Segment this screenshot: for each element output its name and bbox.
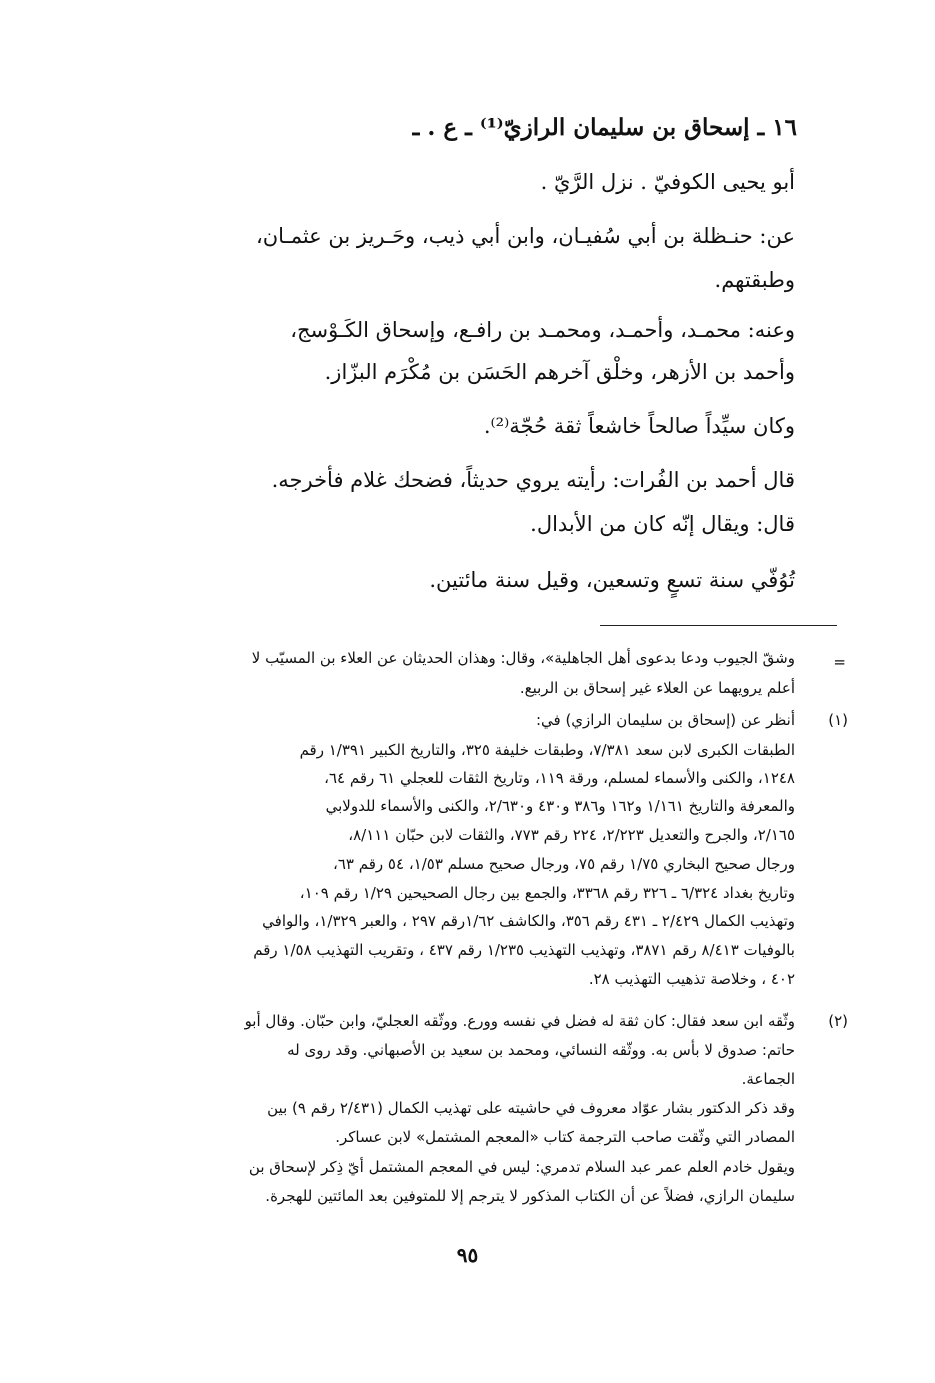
footnote-2-label: (٢) (828, 1012, 848, 1030)
footnote-continuation-line-1: وشقّ الجيوب ودعا بدعوى أهل الجاهلية»، وقال: وهذان الحديثان عن العلاء بن المسيّب لا (251, 649, 795, 667)
entry-line-4: وعنه: محمـد، وأحمـد، ومحمـد بن رافـع، وإسحاق الكَـوْسج، (290, 318, 795, 342)
footnote-1-line-1: أنظر عن (إسحاق بن سليمان الرازي) في: (535, 711, 795, 729)
footnote-1-line-4: والمعرفة والتاريخ ١/١٦١ و١٦٢ و٣٨٦ و٤٣٠ و٢/٦٣٠، والكنى والأسماء للدولابي (325, 797, 795, 815)
entry-title: ١٦ ـ إسحاق بن سليمان الرازيّ⁽¹⁾ ـ ع . ـ (412, 114, 797, 141)
footnote-1-line-3: ١٢٤٨، والكنى والأسماء لمسلم، ورقة ١١٩، وتاريخ الثقات للعجلي ٦١ رقم ٦٤، (324, 769, 795, 787)
footnote-1-line-9: بالوفيات ٨/٤١٣ رقم ٣٨٧١، وتهذيب التهذيب ١/٢٣٥ رقم ٤٣٧ ، وتقريب التهذيب ١/٥٨ رقم (253, 941, 795, 959)
footnote-2-line-6: ويقول خادم العلم عمر عبد السلام تدمري: ليس في المعجم المشتمل أيّ ذِكر لإسحاق بن (248, 1158, 795, 1176)
footnote-1-line-7: وتاريخ بغداد ٦/٣٢٤ ـ ٣٢٦ رقم ٣٣٦٨، والجمع بين رجال الصحيحين ١/٢٩ رقم ١٠٩، (299, 884, 795, 902)
footnote-separator (600, 625, 837, 626)
entry-line-5: وأحمد بن الأزهر، وخلْق آخرهم الحَسَن بن مُكْرَم البزّاز. (324, 360, 795, 384)
footnote-1-line-5: ٢/١٦٥، والجرح والتعديل ٢/٢٢٣، ٢٢٤ رقم ٧٧٣، والثقات لابن حبّان ٨/١١١، (348, 826, 795, 844)
footnote-2-line-2: حاتم: صدوق لا بأس به. ووثّقه النسائي، ومحمد بن سعيد بن الأصبهاني. وقد روى له (287, 1041, 795, 1059)
footnote-2-line-1: وثّقه ابن سعد فقال: كان ثقة له فضل في نفسه وورع. ووثّقه العجليّ، وابن حبّان. وقال أبو (244, 1012, 795, 1030)
footnote-2-line-4: وقد ذكر الدكتور بشار عوّاد معروف في حاشيته على تهذيب الكمال (٢/٤٣١ رقم ٩) بين (267, 1099, 795, 1117)
footnote-2-line-3: الجماعة. (741, 1070, 795, 1088)
entry-line-7: قال أحمد بن الفُرات: رأيته يروي حديثاً، فضحك غلام فأخرجه. (271, 468, 795, 492)
entry-line-3: وطبقتهم. (714, 268, 795, 292)
entry-line-2: عن: حنـظلة بن أبي سُفيـان، وابن أبي ذيب، وحَـريز بن عثمـان، (255, 224, 795, 248)
footnote-2-line-5: المصادر التي وثّقت صاحب الترجمة كتاب «المعجم المشتمل» لابن عساكر. (335, 1128, 795, 1146)
page-number: ٩٥ (456, 1243, 479, 1267)
footnote-1-line-8: وتهذيب الكمال ٢/٤٢٩ ـ ٤٣١ رقم ٣٥٦، والكاشف ١/٦٢رقم ٢٩٧ ، والعبر ١/٣٢٩، والوافي (262, 912, 795, 930)
footnote-1-line-10: ٤٠٢ ، وخلاصة تذهيب التهذيب ٢٨. (588, 970, 795, 988)
footnote-1-label: (١) (828, 711, 848, 729)
footnote-1-line-6: ورجال صحيح البخاري ١/٧٥ رقم ٧٥، ورجال صحيح مسلم ١/٥٣، ٥٤ رقم ٦٣، (333, 855, 795, 873)
footnote-2-line-7: سليمان الرازي، فضلاً عن أن الكتاب المذكور لا يترجم إلا للمتوفين بعد المائتين للهجرة. (265, 1187, 795, 1205)
entry-line-9: تُوُفّي سنة تسعٍ وتسعين، وقيل سنة مائتين. (429, 568, 795, 592)
continuation-marker: = (833, 653, 846, 671)
footnote-1-line-2: الطبقات الكبرى لابن سعد ٧/٣٨١، وطبقات خليفة ٣٢٥، والتاريخ الكبير ١/٣٩١ رقم (299, 741, 795, 759)
footnote-continuation-line-2: أعلم يرويهما عن العلاء غير إسحاق بن الربيع. (519, 679, 795, 697)
entry-line-6: وكان سيِّداً صالحاً خاشعاً ثقة حُجّة⁽²⁾. (483, 414, 795, 438)
entry-line-1: أبو يحيى الكوفيّ . نزل الرَّيّ . (540, 170, 795, 194)
entry-line-8: قال: ويقال إنّه كان من الأبدال. (530, 512, 795, 536)
